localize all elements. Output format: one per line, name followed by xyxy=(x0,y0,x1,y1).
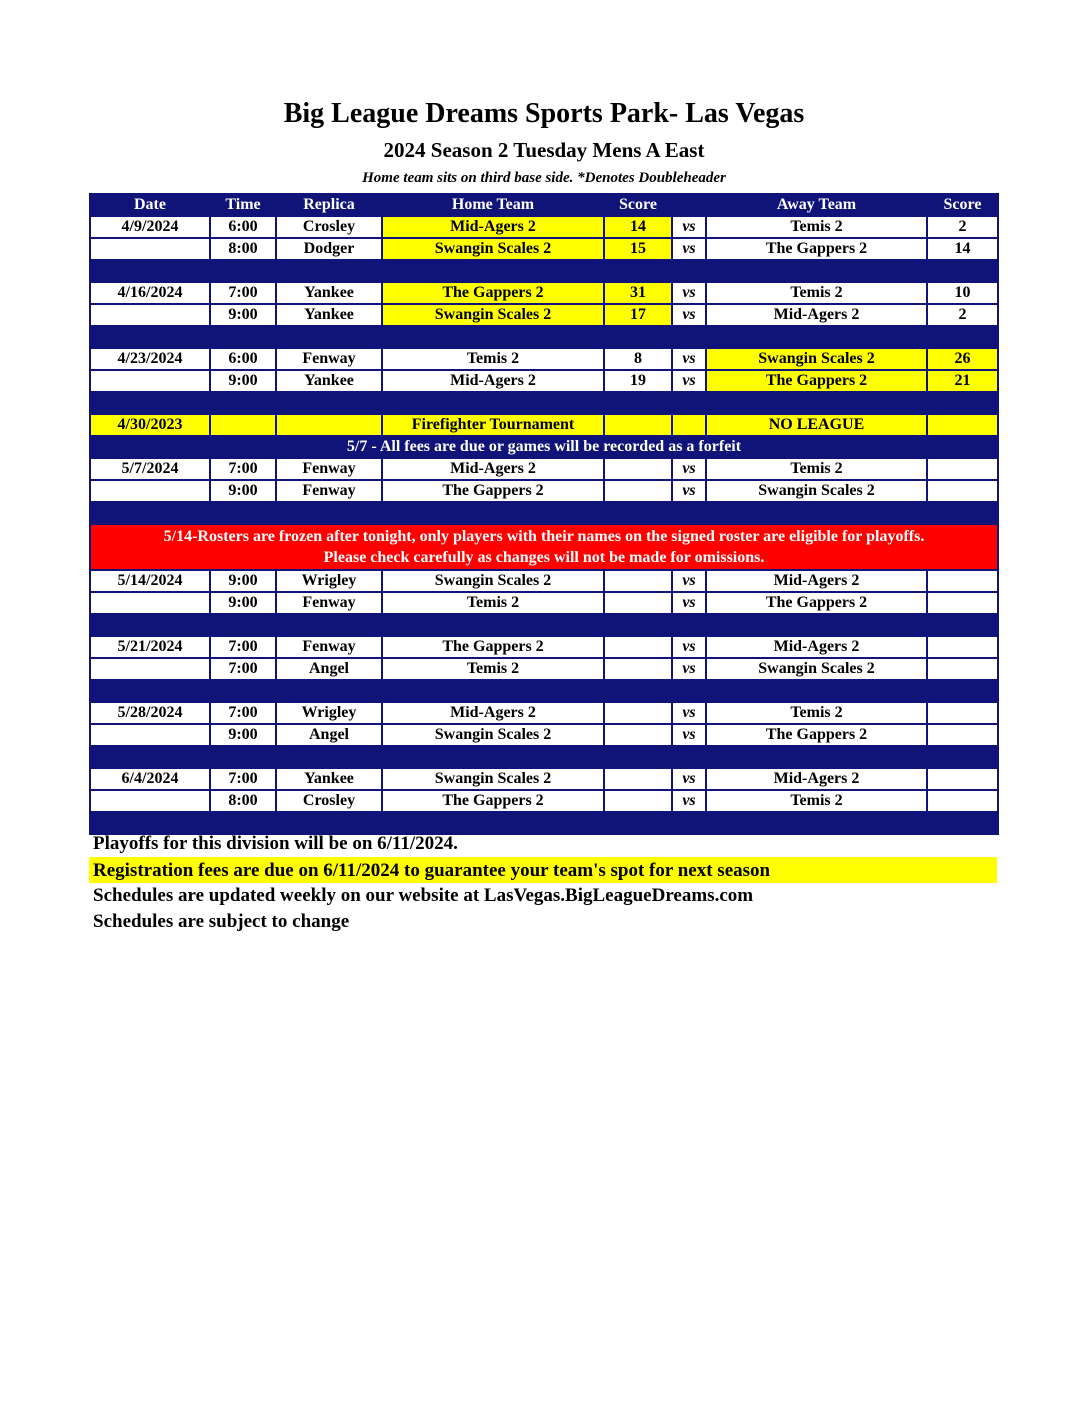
header-time: Time xyxy=(210,194,276,216)
away-team: The Gappers 2 xyxy=(706,724,927,746)
away-team: Temis 2 xyxy=(706,790,927,812)
tournament-row xyxy=(90,414,998,436)
header-away-score: Score xyxy=(927,194,998,216)
week-separator xyxy=(90,392,998,414)
game-field: Angel xyxy=(276,724,382,746)
vs-label: vs xyxy=(672,304,706,326)
table-row xyxy=(90,370,998,392)
away-team: Swangin Scales 2 xyxy=(706,480,927,502)
game-field: Crosley xyxy=(276,790,382,812)
game-date xyxy=(90,724,210,746)
game-time: 9:00 xyxy=(210,304,276,326)
home-score: 8 xyxy=(604,348,672,370)
game-field: Crosley xyxy=(276,216,382,238)
home-score: 15 xyxy=(604,238,672,260)
away-score: 26 xyxy=(927,348,998,370)
game-time: 7:00 xyxy=(210,702,276,724)
vs-label: vs xyxy=(672,636,706,658)
table-row xyxy=(90,238,998,260)
game-time: 9:00 xyxy=(210,724,276,746)
away-team: The Gappers 2 xyxy=(706,238,927,260)
game-field: Fenway xyxy=(276,636,382,658)
vs-label: vs xyxy=(672,238,706,260)
game-date xyxy=(90,658,210,680)
header-home-score: Score xyxy=(604,194,672,216)
table-header-row xyxy=(90,194,998,216)
page-subtitle: 2024 Season 2 Tuesday Mens A East xyxy=(383,138,705,162)
game-date xyxy=(90,304,210,326)
game-date xyxy=(90,370,210,392)
home-team: Mid-Agers 2 xyxy=(382,702,604,724)
game-time: 7:00 xyxy=(210,458,276,480)
roster-notice-row xyxy=(90,524,998,570)
home-team: The Gappers 2 xyxy=(382,480,604,502)
away-score: 2 xyxy=(927,304,998,326)
fees-notice-row xyxy=(90,436,998,458)
away-team: Mid-Agers 2 xyxy=(706,570,927,592)
away-team: Swangin Scales 2 xyxy=(706,348,927,370)
subject-to-change-note: Schedules are subject to change xyxy=(93,911,350,932)
schedule-table xyxy=(89,193,999,835)
away-score: 2 xyxy=(927,216,998,238)
game-field: Yankee xyxy=(276,768,382,790)
tournament-no-league: NO LEAGUE xyxy=(706,414,927,436)
home-team: The Gappers 2 xyxy=(382,790,604,812)
away-team: Temis 2 xyxy=(706,216,927,238)
home-team: Mid-Agers 2 xyxy=(382,216,604,238)
game-time: 8:00 xyxy=(210,238,276,260)
game-time: 7:00 xyxy=(210,658,276,680)
home-team: Temis 2 xyxy=(382,658,604,680)
vs-label: vs xyxy=(672,480,706,502)
game-field: Dodger xyxy=(276,238,382,260)
game-time: 9:00 xyxy=(210,370,276,392)
week-separator xyxy=(90,812,998,834)
table-row xyxy=(90,724,998,746)
game-date xyxy=(90,480,210,502)
game-time: 7:00 xyxy=(210,636,276,658)
vs-label: vs xyxy=(672,658,706,680)
table-row xyxy=(90,636,998,658)
header-vs xyxy=(672,194,706,216)
table-row xyxy=(90,790,998,812)
home-team: Swangin Scales 2 xyxy=(382,724,604,746)
game-date: 5/21/2024 xyxy=(90,636,210,658)
game-date xyxy=(90,592,210,614)
vs-label: vs xyxy=(672,370,706,392)
home-score: 31 xyxy=(604,282,672,304)
week-separator xyxy=(90,614,998,636)
vs-label: vs xyxy=(672,724,706,746)
away-team: Mid-Agers 2 xyxy=(706,636,927,658)
website-note: Schedules are updated weekly on our website at LasVegas.BigLeagueDreams.com xyxy=(93,885,754,906)
playoffs-note: Playoffs for this division will be on 6/11/2024. xyxy=(93,833,458,854)
schedule-note: Home team sits on third base side. *Denotes Doubleheader xyxy=(362,170,726,186)
week-separator xyxy=(90,502,998,524)
game-date: 5/28/2024 xyxy=(90,702,210,724)
game-date: 6/4/2024 xyxy=(90,768,210,790)
vs-label: vs xyxy=(672,768,706,790)
game-field: Yankee xyxy=(276,304,382,326)
game-field: Yankee xyxy=(276,370,382,392)
away-team: The Gappers 2 xyxy=(706,592,927,614)
table-row xyxy=(90,304,998,326)
table-row xyxy=(90,768,998,790)
roster-notice: 5/14-Rosters are frozen after tonight, only players with their names on the signed roster are eligible for playoffs. Please check carefully as changes will not be made for omissions. xyxy=(90,524,998,570)
away-team: Temis 2 xyxy=(706,282,927,304)
game-date: 5/7/2024 xyxy=(90,458,210,480)
game-time: 9:00 xyxy=(210,480,276,502)
game-date: 4/9/2024 xyxy=(90,216,210,238)
home-team: Swangin Scales 2 xyxy=(382,570,604,592)
game-date xyxy=(90,238,210,260)
away-team: The Gappers 2 xyxy=(706,370,927,392)
game-date: 5/14/2024 xyxy=(90,570,210,592)
table-row xyxy=(90,282,998,304)
game-time: 6:00 xyxy=(210,216,276,238)
vs-label: vs xyxy=(672,702,706,724)
table-row xyxy=(90,480,998,502)
vs-label: vs xyxy=(672,570,706,592)
table-row xyxy=(90,348,998,370)
header-date: Date xyxy=(90,194,210,216)
vs-label: vs xyxy=(672,592,706,614)
home-team: Mid-Agers 2 xyxy=(382,370,604,392)
vs-label: vs xyxy=(672,458,706,480)
home-team: Swangin Scales 2 xyxy=(382,238,604,260)
game-field: Wrigley xyxy=(276,570,382,592)
vs-label: vs xyxy=(672,348,706,370)
game-field: Angel xyxy=(276,658,382,680)
home-score: 14 xyxy=(604,216,672,238)
table-row xyxy=(90,658,998,680)
away-score: 10 xyxy=(927,282,998,304)
game-field: Fenway xyxy=(276,592,382,614)
home-team: The Gappers 2 xyxy=(382,282,604,304)
home-team: Mid-Agers 2 xyxy=(382,458,604,480)
game-date xyxy=(90,790,210,812)
away-team: Mid-Agers 2 xyxy=(706,304,927,326)
table-row xyxy=(90,570,998,592)
game-date: 4/23/2024 xyxy=(90,348,210,370)
away-team: Temis 2 xyxy=(706,702,927,724)
game-field: Fenway xyxy=(276,480,382,502)
game-time: 8:00 xyxy=(210,790,276,812)
home-team: Temis 2 xyxy=(382,592,604,614)
away-score: 21 xyxy=(927,370,998,392)
week-separator xyxy=(90,680,998,702)
game-field: Fenway xyxy=(276,348,382,370)
vs-label: vs xyxy=(672,282,706,304)
game-time: 6:00 xyxy=(210,348,276,370)
game-time: 9:00 xyxy=(210,570,276,592)
game-time: 7:00 xyxy=(210,768,276,790)
home-team: Swangin Scales 2 xyxy=(382,768,604,790)
game-field: Fenway xyxy=(276,458,382,480)
header-home-team: Home Team xyxy=(382,194,604,216)
table-row xyxy=(90,216,998,238)
home-team: Swangin Scales 2 xyxy=(382,304,604,326)
fees-notice: 5/7 - All fees are due or games will be recorded as a forfeit xyxy=(90,436,998,458)
game-field: Yankee xyxy=(276,282,382,304)
away-team: Swangin Scales 2 xyxy=(706,658,927,680)
home-score: 19 xyxy=(604,370,672,392)
week-separator xyxy=(90,746,998,768)
week-separator xyxy=(90,326,998,348)
registration-note: Registration fees are due on 6/11/2024 to guarantee your team's spot for next season xyxy=(89,857,997,883)
vs-label: vs xyxy=(672,790,706,812)
vs-label: vs xyxy=(672,216,706,238)
home-score: 17 xyxy=(604,304,672,326)
table-row xyxy=(90,702,998,724)
week-separator xyxy=(90,260,998,282)
table-row xyxy=(90,458,998,480)
header-replica: Replica xyxy=(276,194,382,216)
game-time: 7:00 xyxy=(210,282,276,304)
game-date: 4/16/2024 xyxy=(90,282,210,304)
game-field: Wrigley xyxy=(276,702,382,724)
away-score: 14 xyxy=(927,238,998,260)
page-title: Big League Dreams Sports Park- Las Vegas xyxy=(283,98,805,129)
header-away-team: Away Team xyxy=(706,194,927,216)
game-time: 9:00 xyxy=(210,592,276,614)
tournament-event: Firefighter Tournament xyxy=(382,414,604,436)
tournament-date: 4/30/2023 xyxy=(90,414,210,436)
away-team: Temis 2 xyxy=(706,458,927,480)
home-team: The Gappers 2 xyxy=(382,636,604,658)
home-team: Temis 2 xyxy=(382,348,604,370)
away-team: Mid-Agers 2 xyxy=(706,768,927,790)
table-row xyxy=(90,592,998,614)
